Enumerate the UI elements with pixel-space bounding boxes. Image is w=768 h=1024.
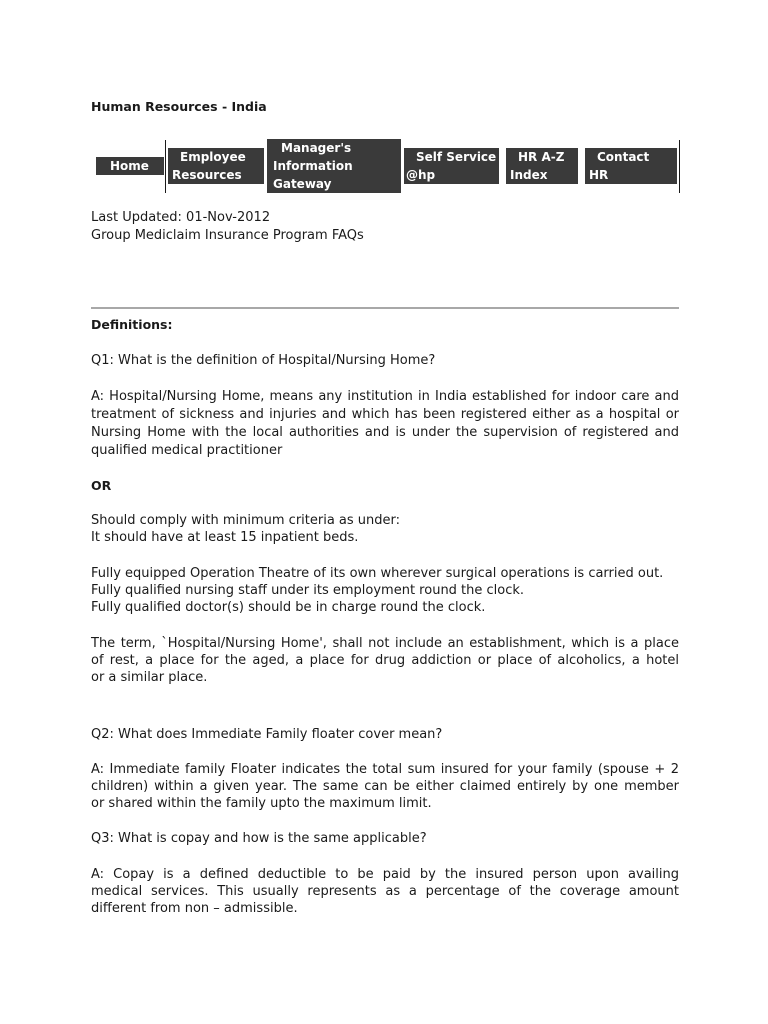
nav-contact-hr-label-1: Contact [597,150,650,164]
nav-self-service-label-2: @hp [406,168,436,182]
question-2: Q2: What does Immediate Family floater cover mean? [91,727,443,742]
answer-3-line: A: Copay is a defined deductible to be paid by the insured person upon availing [91,867,679,882]
term-line: or a similar place. [91,670,208,685]
nav-contact-hr-link[interactable] [585,148,677,184]
nav-self-service-link[interactable] [404,148,499,184]
answer-1-line: qualified medical practitioner [91,443,283,458]
nav-self-service-label-1: Self Service [416,150,497,164]
nav-divider [165,140,166,193]
nav-managers-gateway-label-1: Manager's [281,141,352,155]
page-title: Human Resources - India [91,99,267,114]
document-title: Group Mediclaim Insurance Program FAQs [91,228,364,243]
nav-managers-gateway-label-2: Information [273,159,353,173]
nav-divider [679,140,680,193]
answer-2-line: or shared within the family upto the maximum limit. [91,796,432,811]
nav-home-link[interactable] [96,157,164,175]
answer-2-line: children) within a given year. The same can be either claimed entirely by one member [91,779,679,794]
question-1: Q1: What is the definition of Hospital/Nursing Home? [91,353,436,368]
answer-3-line: different from non – admissible. [91,901,298,916]
nav-managers-gateway-link[interactable] [267,139,401,193]
nav-contact-hr-label-2: HR [589,168,609,182]
answer-1-line: treatment of sickness and injuries and which has been registered either as a hospital or [91,407,679,422]
criteria-line: Should comply with minimum criteria as under: [91,513,401,528]
nav-employee-resources-link[interactable] [168,148,264,184]
answer-1-line: A: Hospital/Nursing Home, means any institution in India established for indoor care and [91,389,679,404]
nav-hr-az-label-2: Index [510,168,548,182]
nav-hr-az-label-1: HR A-Z [518,150,565,164]
or-separator: OR [91,478,112,493]
last-updated: Last Updated: 01-Nov-2012 [91,210,271,225]
facility-line: Fully qualified nursing staff under its employment round the clock. [91,583,525,598]
section-divider [91,307,679,309]
nav-hr-az-link[interactable] [506,148,578,184]
term-line: of rest, a place for the aged, a place for drug addiction or place of alcoholics, a hotel [91,653,679,668]
nav-managers-gateway-label-3: Gateway [273,177,332,191]
term-line: The term, `Hospital/Nursing Home', shall not include an establishment, which is a place [91,636,679,651]
nav-home-label: Home [110,159,149,173]
question-3: Q3: What is copay and how is the same applicable? [91,831,427,846]
answer-3-line: medical services. This usually represents as a percentage of the coverage amount [91,884,679,899]
criteria-line: It should have at least 15 inpatient beds. [91,530,359,545]
facility-line: Fully qualified doctor(s) should be in charge round the clock. [91,600,486,615]
nav-employee-resources-label-2: Resources [172,168,242,182]
answer-1-line: Nursing Home with the local authorities and is under the supervision of registered and [91,425,679,440]
answer-2-line: A: Immediate family Floater indicates the total sum insured for your family (spouse + 2 [91,762,679,777]
definitions-heading: Definitions: [91,317,173,332]
facility-line: Fully equipped Operation Theatre of its own wherever surgical operations is carried out. [91,566,664,581]
nav-employee-resources-label-1: Employee [180,150,246,164]
